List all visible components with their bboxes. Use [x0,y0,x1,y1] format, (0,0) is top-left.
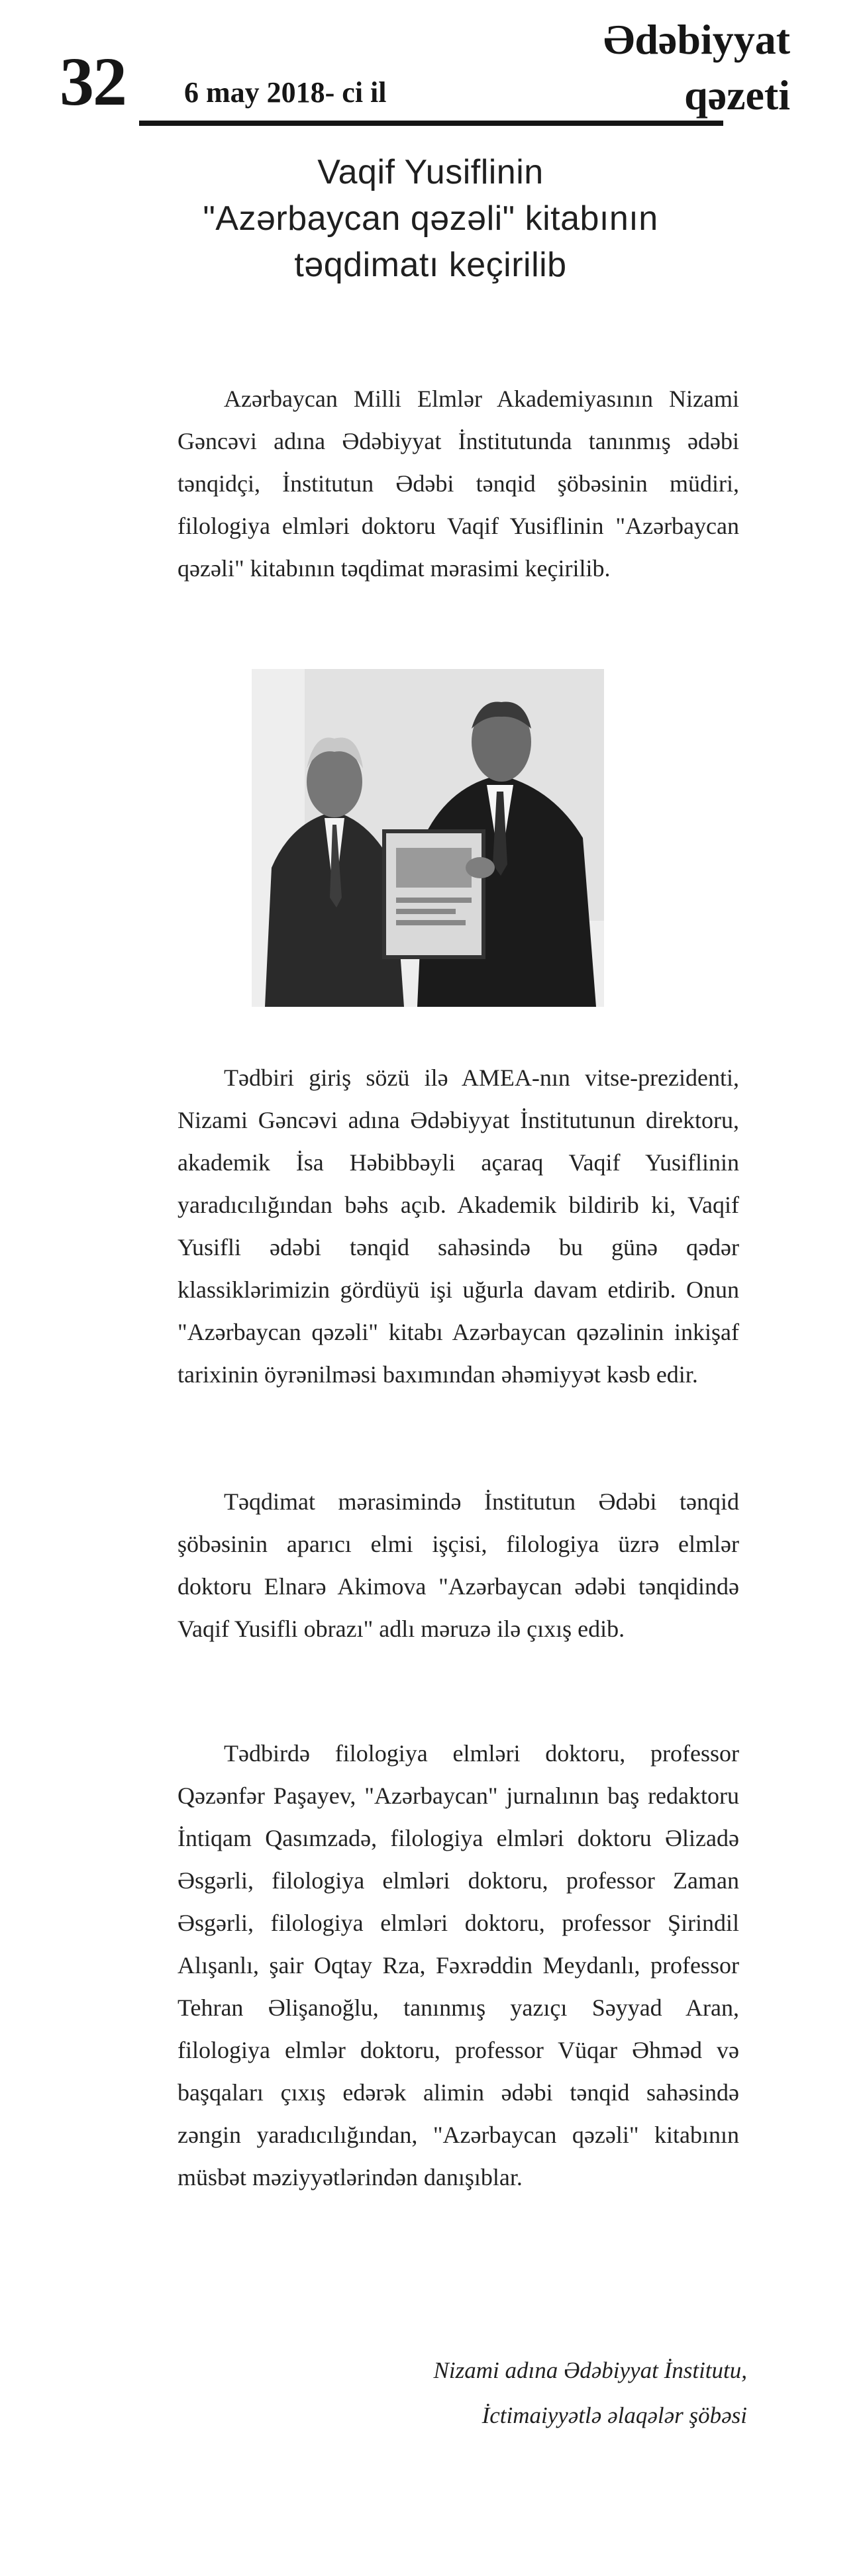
article-paragraph-1: Azərbaycan Milli Elmlər Akademiyasının Nizami Gəncəvi adına Ədəbiyyat İnstitutunda tanınmış ədəbi tənqidçi, İnstitutun Ədəbi tənqid şöbəsinin müdiri, filologiya elmləri doktoru Vaqif Yusiflinin "Azərbaycan qəzəli" kitabının təqdimat mərasimi keçirilib. [178,386,739,582]
article-paragraph-3: Təqdimat mərasimində İnstitutun Ədəbi tənqid şöbəsinin aparıcı elmi işçisi, filologiya üzrə elmlər doktoru Elnarə Akimova "Azərbaycan ədəbi tənqidində Vaqif Yusifli obrazı" adlı məruzə ilə çıxış edib. [178,1488,739,1642]
photo-hand [466,857,495,878]
title-line-1: Vaqif Yusiflinin [317,153,544,191]
signature-line-1: Nizami adına Ədəbiyyat İnstitutu, [433,2357,747,2383]
page-number: 32 [60,44,126,120]
masthead [603,12,790,123]
photo-certificate [384,831,483,957]
event-photo [252,669,604,1007]
issue-date: 6 may 2018- ci il [184,76,387,109]
article-paragraph-4: Tədbirdə filologiya elmləri doktoru, professor Qəzənfər Paşayev, "Azərbaycan" jurnalının baş redaktoru İntiqam Qasımzadə, filologiya elmləri doktoru Əlizadə Əsgərli, filologiya elmləri doktoru, professor Zaman Əsgərli, filologiya elmləri doktoru, professor Şirindil Alışanlı, şair Oqtay Rza, Fəxrəddin Meydanlı, professor Tehran Əlişanoğlu, tanınmış yazıçı Səyyad Aran, filologiya elmlər doktoru, professor Vüqar Əhməd və başqaları çıxış edərək alimin ədəbi tənqid sahəsində zəngin yaradıcılığından, "Azərbaycan qəzəli" kitabının müsbət məziyyətlərindən danışıblar. [178,1740,739,2190]
article-signature [305,2348,747,2438]
masthead-line-2: qəzeti [684,72,790,119]
header-divider [139,121,723,126]
title-line-2: "Azərbaycan qəzəli" kitabının [203,199,658,238]
signature-line-2: İctimaiyyətlə əlaqələr şöbəsi [482,2402,747,2428]
masthead-line-1: Ədəbiyyat [603,16,790,63]
article-title [119,149,742,288]
article-paragraph-2: Tədbiri giriş sözü ilə AMEA-nın vitse-prezidenti, Nizami Gəncəvi adına Ədəbiyyat İnstitutunun direktoru, akademik İsa Həbibbəyli açaraq Vaqif Yusiflinin yaradıcılığından bəhs açıb. Akademik bildirib ki, Vaqif Yusifli ədəbi tənqid sahəsində bu günə qədər klassiklərimizin gördüyü işi uğurla davam etdirib. Onun "Azərbaycan qəzəli" kitabı Azərbaycan qəzəlinin inkişaf tarixinin öyrənilməsi baxımından əhəmiyyət kəsb edir. [178,1064,739,1388]
newspaper-header [0,0,863,139]
title-line-3: təqdimatı keçirilib [294,246,567,284]
